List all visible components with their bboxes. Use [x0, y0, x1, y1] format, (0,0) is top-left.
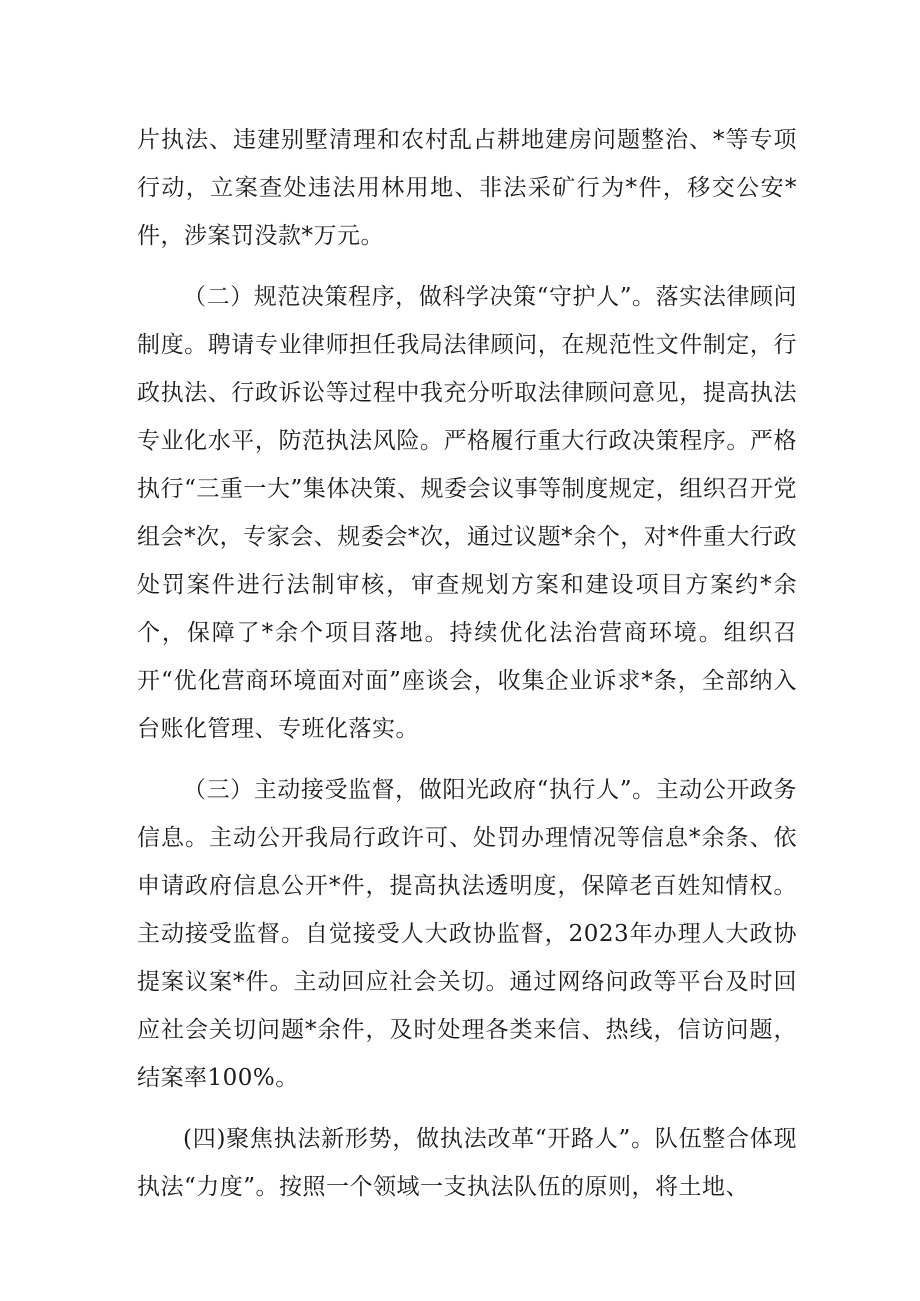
paragraph-section-3: （三）主动接受监督，做阳光政府“执行人”。主动公开政务信息。主动公开我局行政许可、处罚办理情况等信息*余条、依申请政府信息公开*件，提高执法透明度，保障老百姓知情权。主动接受监督。自觉接受人大政协监督，2023年办理人大政协提案议案*件。主动回应社会关切。通过网络问政等平台及时回应社会关切问题*余件，及时处理各类来信、热线，信访问题，结案率100%。 [137, 777, 797, 1091]
paragraph-continuation: 片执法、违建别墅清理和农村乱占耕地建房问题整治、*等专项行动，立案查处违法用林用地、非法采矿行为*件，移交公安*件，涉案罚没款*万元。 [137, 127, 797, 249]
document-body [137, 116, 797, 1211]
paragraph-section-2: （二）规范决策程序，做科学决策“守护人”。落实法律顾问制度。聘请专业律师担任我局法律顾问，在规范性文件制定，行政执法、行政诉讼等过程中我充分听取法律顾问意见，提高执法专业化水平，防范执法风险。严格履行重大行政决策程序。严格执行“三重一大”集体决策、规委会议事等制度规定，组织召开党组会*次，专家会、规委会*次，通过议题*余个，对*件重大行政处罚案件进行法制审核，审查规划方案和建设项目方案约*余个，保障了*余个项目落地。持续优化法治营商环境。组织召开“优化营商环境面对面”座谈会，收集企业诉求*条，全部纳入台账化管理、专班化落实。 [137, 284, 797, 742]
paragraph-section-4: (四)聚焦执法新形势，做执法改革“开路人”。队伍整合体现执法“力度”。按照一个领域一支执法队伍的原则，将土地、 [137, 1126, 797, 1200]
